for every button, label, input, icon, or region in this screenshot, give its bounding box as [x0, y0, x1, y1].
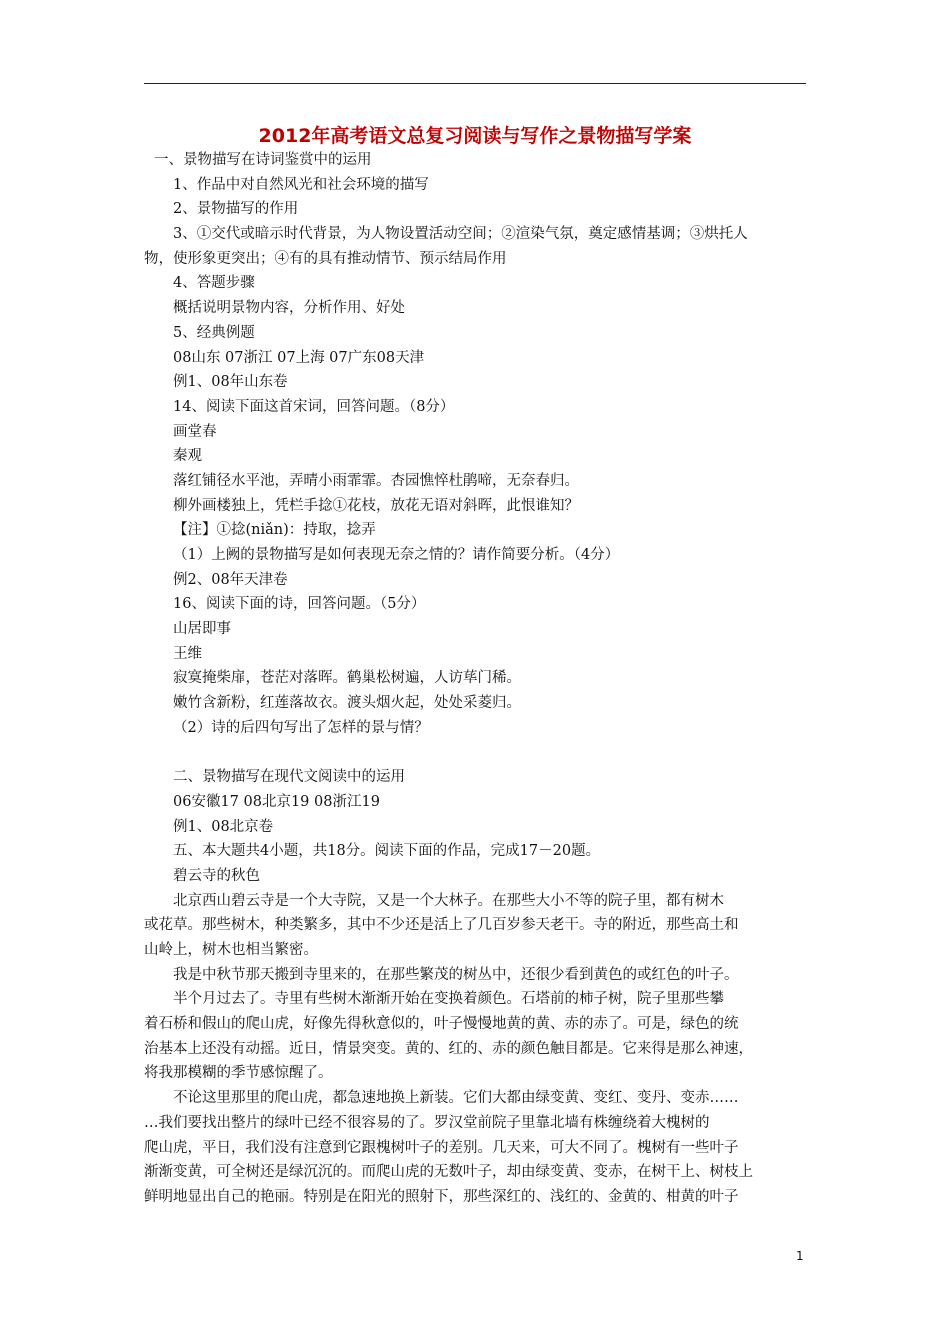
text-line: 概括说明景物内容，分析作用、好处 [173, 300, 405, 317]
text-line: 例1、08北京卷 [173, 818, 274, 835]
text-line: 16、阅读下面的诗，回答问题。（5分） [173, 596, 426, 613]
text-line: 我是中秋节那天搬到寺里来的，在那些繁茂的树丛中，还很少看到黄色的或红色的叶子。 [173, 966, 739, 983]
text-line: 【注】①捻(niǎn)：持取，捻弄 [173, 522, 376, 539]
text-line: 或花草。那些树木，种类繁多，其中不少还是活上了几百岁参天老干。寺的附近，那些高土和 [144, 917, 739, 934]
header-rule [144, 83, 806, 84]
text-line: 渐渐变黄，可全树还是绿沉沉的。而爬山虎的无数叶子，却由绿变黄、变赤，在树干上、树枝上 [144, 1164, 753, 1181]
text-line: 4、答题步骤 [173, 275, 255, 292]
text-line: （2）诗的后四句写出了怎样的景与情？ [173, 719, 429, 736]
text-line: 14、阅读下面这首宋词，回答问题。（8分） [173, 398, 455, 415]
text-line: 物，使形象更突出；④有的具有推动情节、预示结局作用 [144, 250, 507, 267]
text-line: 寂寞掩柴扉，苍茫对落晖。鹤巢松树遍，人访荜门稀。 [173, 670, 521, 687]
document-title: 2012年高考语文总复习阅读与写作之景物描写学案 [258, 125, 692, 147]
text-line: （1）上阙的景物描写是如何表现无奈之情的？请作简要分析。（4分） [173, 547, 620, 563]
blank-line [144, 741, 812, 766]
text-line: 着石桥和假山的爬山虎，好像先得秋意似的，叶子慢慢地黄的黄、赤的赤了。可是，绿色的统 [144, 1016, 739, 1033]
text-line: 例1、08年山东卷 [173, 374, 288, 391]
text-line: 半个月过去了。寺里有些树木渐渐开始在变换着颜色。石塔前的柿子树，院子里那些攀 [173, 991, 724, 1008]
text-line: 碧云寺的秋色 [173, 867, 260, 884]
text-line: 山居即事 [173, 621, 231, 638]
text-line: 嫩竹含新粉，红莲落故衣。渡头烟火起，处处采菱归。 [173, 695, 521, 712]
text-line: 落红铺径水平池，弄晴小雨霏霏。杏园憔悴杜鹃啼，无奈春归。 [173, 472, 579, 489]
text-line: 1、作品中对自然风光和社会环境的描写 [173, 176, 429, 193]
text-line: 06安徽17 08北京19 08浙江19 [173, 793, 380, 810]
text-line: 秦观 [173, 448, 202, 465]
text-line: 王维 [173, 645, 202, 662]
text-line: 爬山虎，平日，我们没有注意到它跟槐树叶子的差别。几天来，可大不同了。槐树有一些叶子 [144, 1139, 739, 1156]
text-line: 二、景物描写在现代文阅读中的运用 [173, 769, 405, 786]
text-line: 山岭上，树木也相当繁密。 [144, 942, 318, 958]
text-line: 治基本上还没有动摇。近日，情景突变。黄的、红的、赤的颜色触目都是。它来得是那么神速， [144, 1040, 753, 1057]
text-line: 五、本大题共4小题，共18分。阅读下面的作品，完成17－20题。 [173, 843, 601, 860]
text-line: …我们要找出整片的绿叶已经不很容易的了。罗汉堂前院子里靠北墙有株缠绕着大槐树的 [144, 1114, 710, 1131]
text-line: 2、景物描写的作用 [173, 201, 299, 218]
text-line: 一、景物描写在诗词鉴赏中的运用 [154, 152, 372, 168]
text-line: 北京西山碧云寺是一个大寺院，又是一个大林子。在那些大小不等的院子里，都有树木 [173, 892, 724, 909]
text-line: 不论这里那里的爬山虎，都急速地换上新装。它们大都由绿变黄、变红、变丹、变赤…… [173, 1090, 739, 1107]
text-line: 08山东 07浙江 07上海 07广东08天津 [173, 349, 425, 366]
page-number: 1 [796, 1249, 804, 1263]
document-body [144, 148, 812, 1210]
text-line: 鲜明地显出自己的艳丽。特别是在阳光的照射下，那些深红的、浅红的、金黄的、柑黄的叶子 [144, 1188, 739, 1205]
text-line: 3、①交代或暗示时代背景，为人物设置活动空间；②渲染气氛，奠定感情基调；③烘托人 [173, 226, 748, 243]
text-line: 5、经典例题 [173, 324, 255, 341]
text-line: 画堂春 [173, 423, 217, 440]
text-line: 将我那模糊的季节感惊醒了。 [144, 1065, 333, 1082]
text-line: 例2、08年天津卷 [173, 571, 288, 588]
text-line: 柳外画楼独上，凭栏手捻①花枝，放花无语对斜晖，此恨谁知？ [173, 497, 579, 514]
